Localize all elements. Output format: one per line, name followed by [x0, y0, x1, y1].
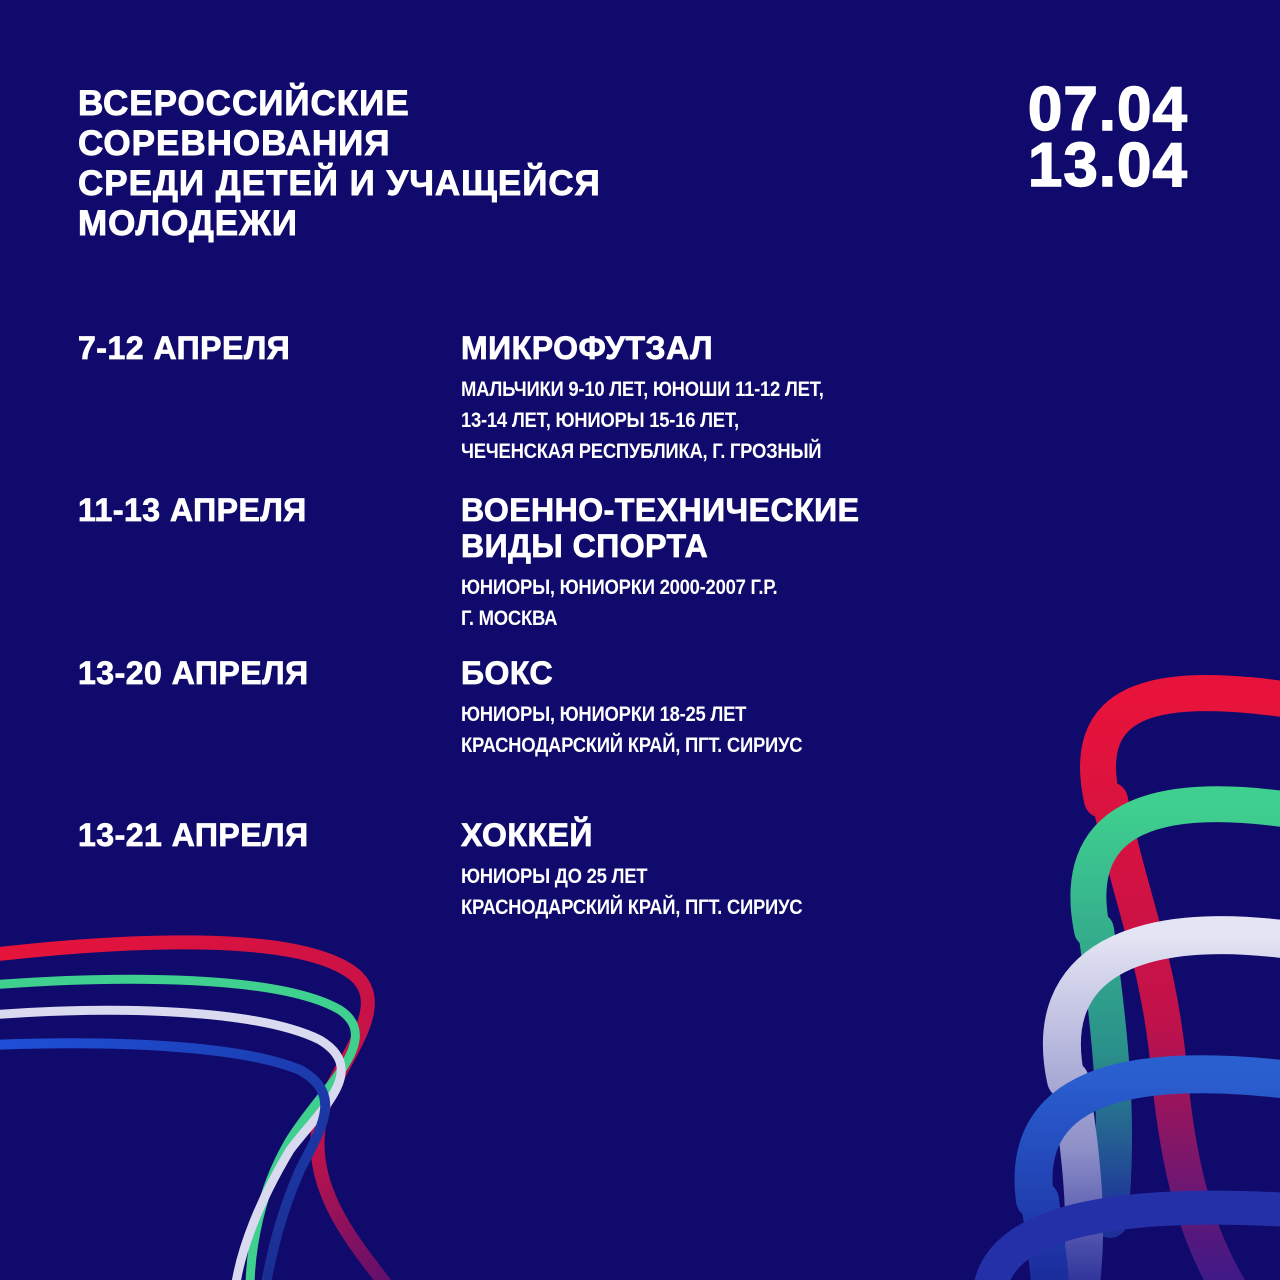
navy-arch-ribbon: [990, 1208, 1280, 1280]
event-dates: 11-13 АПРЕЛЯ: [78, 492, 307, 528]
date-range-end: 13.04: [1027, 131, 1188, 200]
right-ribbons: [990, 693, 1280, 1280]
event-title: [461, 817, 1021, 853]
green-swoop-ribbon: [0, 979, 355, 1280]
left-ribbons: [0, 942, 390, 1280]
title-line: ВСЕРОССИЙСКИЕ: [78, 84, 410, 123]
event-title-line: БОКС: [461, 655, 554, 691]
title-line: СРЕДИ ДЕТЕЙ И УЧАЩЕЙСЯ: [78, 164, 601, 203]
event-detail-line: 13-14 ЛЕТ, ЮНИОРЫ 15-16 ЛЕТ,: [461, 409, 739, 432]
red-arch-ribbon: [1098, 693, 1280, 1280]
event-detail-line: ЮНИОРЫ ДО 25 ЛЕТ: [461, 865, 648, 888]
event-body: [461, 817, 1021, 923]
event-title: [461, 492, 1021, 564]
event-detail-line: МАЛЬЧИКИ 9-10 ЛЕТ, ЮНОШИ 11-12 ЛЕТ,: [461, 378, 824, 401]
event-dates: 13-20 АПРЕЛЯ: [78, 655, 309, 691]
event-title-line: ВОЕННО-ТЕХНИЧЕСКИЕ: [461, 492, 860, 528]
event-detail-line: ЧЕЧЕНСКАЯ РЕСПУБЛИКА, Г. ГРОЗНЫЙ: [461, 440, 822, 463]
event-detail-line: ЮНИОРЫ, ЮНИОРКИ 2000-2007 Г.Р.: [461, 576, 778, 599]
event-detail-line: КРАСНОДАРСКИЙ КРАЙ, ПГТ. СИРИУС: [461, 734, 803, 757]
event-body: [461, 330, 1021, 467]
event-detail-line: ЮНИОРЫ, ЮНИОРКИ 18-25 ЛЕТ: [461, 703, 747, 726]
event-details: [461, 374, 1024, 467]
event-title-line: ВИДЫ СПОРТА: [461, 528, 709, 564]
event-dates: 7-12 АПРЕЛЯ: [78, 330, 291, 366]
title-line: СОРЕВНОВАНИЯ: [78, 124, 391, 163]
red-swoop-ribbon: [0, 942, 390, 1280]
event-title: [461, 330, 1021, 366]
event-dates: 13-21 АПРЕЛЯ: [78, 817, 309, 853]
poster-title: [78, 84, 601, 244]
title-line: МОЛОДЕЖИ: [78, 204, 298, 243]
event-details: [461, 861, 1024, 923]
green-arch-ribbon: [1088, 804, 1280, 1220]
event-details: [461, 572, 1024, 634]
event-detail-line: Г. МОСКВА: [461, 607, 558, 630]
date-range-start: 07.04: [1027, 75, 1188, 144]
blue-swoop-ribbon: [0, 1043, 325, 1280]
blue-arch-ribbon: [1034, 1074, 1280, 1280]
event-title: [461, 655, 1021, 691]
event-title-line: МИКРОФУТЗАЛ: [461, 330, 714, 366]
date-range: [1027, 75, 1188, 200]
white-arch-ribbon: [1062, 935, 1280, 1280]
event-details: [461, 699, 1024, 761]
event-body: [461, 492, 1021, 634]
event-title-line: ХОККЕЙ: [461, 817, 593, 853]
white-swoop-ribbon: [0, 1010, 341, 1280]
event-detail-line: КРАСНОДАРСКИЙ КРАЙ, ПГТ. СИРИУС: [461, 896, 803, 919]
event-body: [461, 655, 1021, 761]
